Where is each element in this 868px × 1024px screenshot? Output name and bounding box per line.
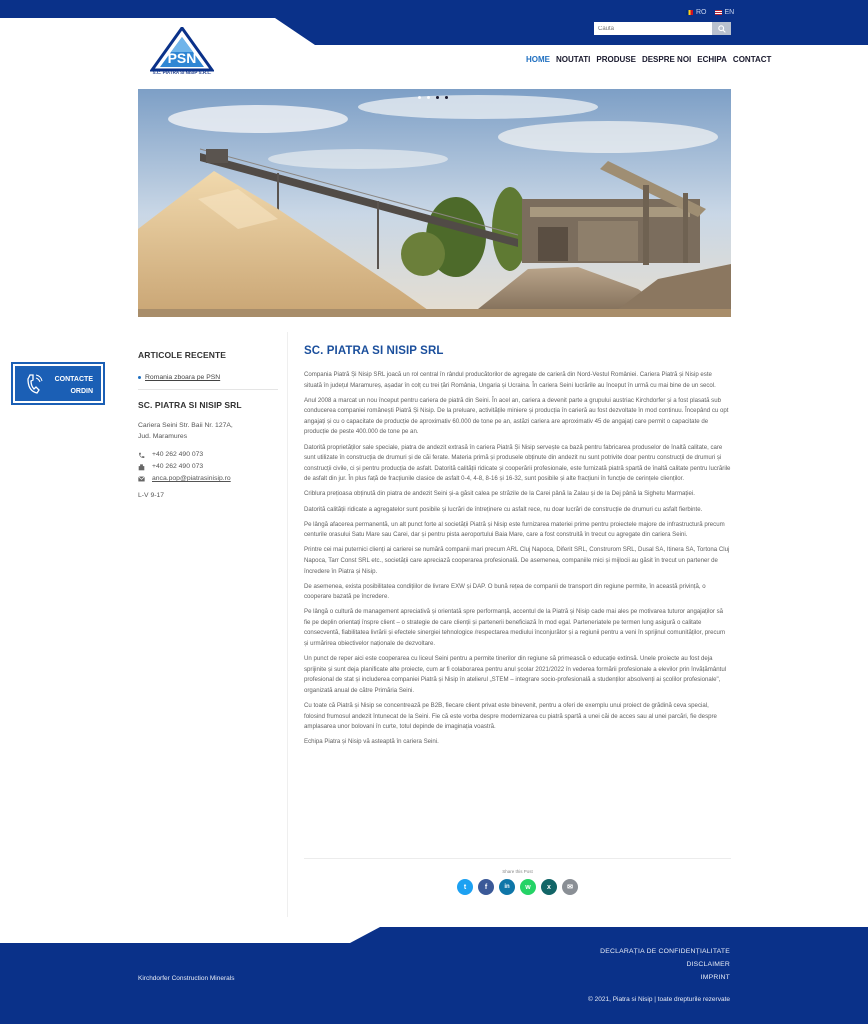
contact-order-button[interactable]: [11, 362, 105, 405]
contact-line1: CONTACTE: [54, 376, 93, 383]
nav-contact[interactable]: CONTACT: [732, 55, 772, 64]
article-paragraph: Compania Piatră Și Nisip SRL joacă un rol central în rândul producătorilor de agregate de carieră din Nord-Vestul României. Cariera Piatră și Nisip este situată în județul Maramureș, așadar în colț cu trei țări România, Ungaria și Ucraina. În cariera Seini lucrările au început în urmă cu mai bine de un secol.: [304, 371, 716, 389]
psn-logo[interactable]: [150, 27, 214, 89]
flag-ro-icon: [686, 10, 693, 15]
nav-home[interactable]: HOME: [526, 55, 550, 64]
logo-text: PSN: [167, 50, 197, 66]
article-title: SC. PIATRA SI NISIP SRL: [304, 345, 444, 357]
search-input[interactable]: [594, 22, 712, 35]
footer-imprint-link[interactable]: IMPRINT: [700, 974, 730, 981]
twitter-share-icon[interactable]: t: [457, 879, 473, 895]
email-link[interactable]: anca.pop@piatrasinisip.ro: [152, 475, 231, 482]
slider-dot-2[interactable]: [427, 96, 430, 99]
lang-en[interactable]: EN: [715, 9, 735, 16]
phone-number[interactable]: +40 262 490 073: [152, 451, 204, 458]
address-line-2: Jud. Maramures: [138, 433, 188, 440]
recent-articles-title: ARTICOLE RECENTE: [138, 350, 227, 360]
email-row: [138, 473, 278, 485]
article-paragraph: Echipa Piatra și Nisip vă asteaptă în cariera Seini.: [304, 738, 439, 746]
recent-article-item: [138, 374, 278, 381]
nav-despre-noi[interactable]: DESPRE NOI: [641, 55, 692, 64]
recent-article-link[interactable]: Romania zboara pe PSN: [145, 374, 221, 381]
article-paragraph: Criblura prețioasa obținută din piatra de andezit Seini și-a găsit calea pe străzile de la Carei până la Zalau și de la Dej până la Sighetu Marmației.: [304, 490, 695, 498]
article-paragraph: Pe lângă afacerea permanentă, un alt punct forte al societății Piatră și Nisip este furnizarea materiei prime pentru proiectele majore de infrastructură precum centurile orasului Satu Mare sau Carei, dar și pentru pista aeroportului Baia Mare, care a fost construită în trecut cu agregate din cariera Seini.: [304, 520, 725, 539]
opening-hours: L-V 9-17: [138, 492, 165, 499]
address-line-1: Cariera Seini Str. Baii Nr. 127A,: [138, 422, 233, 429]
article-paragraph: De asemenea, exista posibilitatea condițiilor de livrare EXW și DAP. O bună rețea de companii de transport din regiune permite, în această privință, o cooperare bazată pe încredere.: [304, 582, 706, 601]
search-box: [594, 22, 731, 35]
flag-en-icon: [715, 10, 722, 15]
fax-number: +40 262 490 073: [152, 463, 204, 470]
article-paragraph: Datorită proprietăților sale speciale, piatra de andezit extrasă în cariera Piatră Și Nisip servește ca bază pentru fabricarea produselor de înaltă calitate, care sunt utilizate în construcția de drumuri și de căi ferate. Materia primă și produsele obținute din andezit nu sunt potrivite doar pentru construcții de drumuri și construcții civile, ci și pentru producția de asfalt. Datorită calității ridicate și cooperării profesionale, este furnizată piatră spartă de înaltă calitate pentru lucrările de asfalt din jur. În plus față de fracțiunile clasice de asfalt 0-4, 4-8, 8-16 și 16-32, sunt posibile și alte fracțiuni în funcție de cerințele clienților.: [304, 443, 731, 483]
footer-company-link[interactable]: Kirchdorfer Construction Minerals: [138, 975, 235, 982]
contact-order-inner: [15, 366, 101, 401]
slider-dot-4[interactable]: [445, 96, 448, 99]
logo-caption: S.C. PIATRA SI NISIP S.R.L.: [152, 70, 212, 75]
search-icon: [718, 25, 726, 33]
article-paragraph: Pe lângă o cultură de management apreciativă și orientată spre performanță, accentul de la Piatră și Nisip cade mai ales pe motivarea tuturor angajaților să fie pe deplin orientați înspre client – o strategie de care clienții și partenerii beneficiază în mod egal. Parteneriatele pe termen lung asigură o calitate consecventă, fiabilitatea livrării și efectele sinergiei tehnologice /respectarea mediului înconjurător și a regiunii pentru a veni în sprijinul comunităților, precum și urmărirea obiectivelor naționale de dezvoltare.: [304, 608, 726, 648]
facebook-share-icon[interactable]: f: [478, 879, 494, 895]
column-divider: [287, 332, 288, 917]
xing-share-icon[interactable]: x: [541, 879, 557, 895]
fax-row: [138, 461, 278, 473]
article-body: [304, 370, 731, 748]
phone-small-icon: [138, 452, 145, 459]
nav-echipa[interactable]: ECHIPA: [697, 55, 727, 64]
article-paragraph: Datorită calității ridicate a agregatelor sunt posibile și lucrări de întreținere cu asfalt rece, nu doar lucrări de construcție de drumuri cu asfalt fierbinte.: [304, 505, 703, 513]
search-button[interactable]: [712, 22, 731, 35]
article-paragraph: Cu toate că Piatră și Nisip se concentrează pe B2B, fiecare client privat este binevenit, pentru a oferi de exemplu unui proiect de grădină ceva special, folosind frumosul andezit întunecat de la Seini. Fie că este vorba despre modernizarea cu piatră spartă a unei căi de acces sau al unei parcări, fie despre amplasarea unor bolovani în curte, totul depinde de imaginația voastră.: [304, 702, 717, 731]
nav-produse[interactable]: PRODUSE: [596, 55, 636, 64]
footer-disclaimer-link[interactable]: DISCLAIMER: [686, 961, 730, 968]
envelope-icon: [138, 476, 145, 483]
footer-links: [600, 945, 730, 984]
phone-row: [138, 449, 278, 461]
contact-order-label: [55, 374, 93, 398]
article-paragraph: Un punct de reper aici este cooperarea cu liceul Seini pentru a permite tinerilor din regiune să primească o educație extinsă. Unele proiecte au fost deja sprijinite și sunt deja planificate alte proiecte, cum ar fi colaborarea pentru anul școlar 2021/2022 în vederea formării profesionale a elevilor prin învățământul profesional de stat și includerea companiei Piatră și Nisip în atelierul „STEM – integrare socio-profesională a studenților absolvenți ai școlilor profesionale", organizată anual de către Primăria Seini.: [304, 655, 727, 694]
phone-icon: [25, 373, 43, 395]
header-band: [0, 0, 868, 46]
contact-line2: ORDIN: [70, 388, 93, 395]
hero-slider-image: [138, 89, 731, 317]
language-switcher: [686, 9, 734, 16]
company-address: [138, 420, 278, 442]
article-paragraph: Anul 2008 a marcat un nou început pentru cariera de piatră din Seini. În acel an, cariera a devenit parte a grupului austriac Kirchdorfer și a fost plasată sub conducerea companiei românești Piatră Și Nisip. De la preluare, activitățile miniere și producția în carieră au fost dezvoltate în mod continuu. Începând cu opt angajați și cu o capacitate de producție de aproximativ 60.000 de tone pe an, astăzi cariera are aproximativ 45 de angajați care permit o capacitate de producție de peste 400.000 de tone pe an.: [304, 396, 729, 436]
share-label: Share this Post: [502, 869, 533, 874]
footer-copyright: © 2021, Piatra si Nisip | toate drepturile rezervate: [588, 996, 730, 1003]
share-section: [304, 858, 731, 895]
sidebar-divider: [138, 389, 278, 390]
company-title: SC. PIATRA SI NISIP SRL: [138, 400, 242, 410]
main-nav: [526, 55, 771, 64]
article-paragraph: Printre cei mai puternici clienți ai carierei se numără companii mari precum ARL Cluj Napoca, Diferit SRL, Construrom SRL, Dusal SA, Itinera SA, Tortona Cluj Napoca, Tarr Const SRL etc., societății care apreciază cooperarea profesională. De asemenea, companiile mici și mijlocii au găsit în trecut un partener de încredere în Piatra și Nisip.: [304, 546, 730, 575]
nav-noutati[interactable]: NOUTATI: [556, 55, 591, 64]
bullet-icon: [138, 376, 141, 379]
footer-band: [0, 927, 868, 1024]
slider-dots: [418, 96, 448, 99]
lang-ro[interactable]: RO: [686, 9, 707, 16]
fax-icon: [138, 464, 145, 471]
slider-dot-3[interactable]: [436, 96, 439, 99]
email-share-icon[interactable]: ✉: [562, 879, 578, 895]
article: [304, 345, 731, 752]
footer-privacy-link[interactable]: DECLARAȚIA DE CONFIDENȚIALITATE: [600, 948, 730, 955]
linkedin-share-icon[interactable]: in: [499, 879, 515, 895]
sidebar: [138, 350, 278, 499]
whatsapp-share-icon[interactable]: w: [520, 879, 536, 895]
slider-dot-1[interactable]: [418, 96, 421, 99]
share-icons: [304, 879, 731, 895]
